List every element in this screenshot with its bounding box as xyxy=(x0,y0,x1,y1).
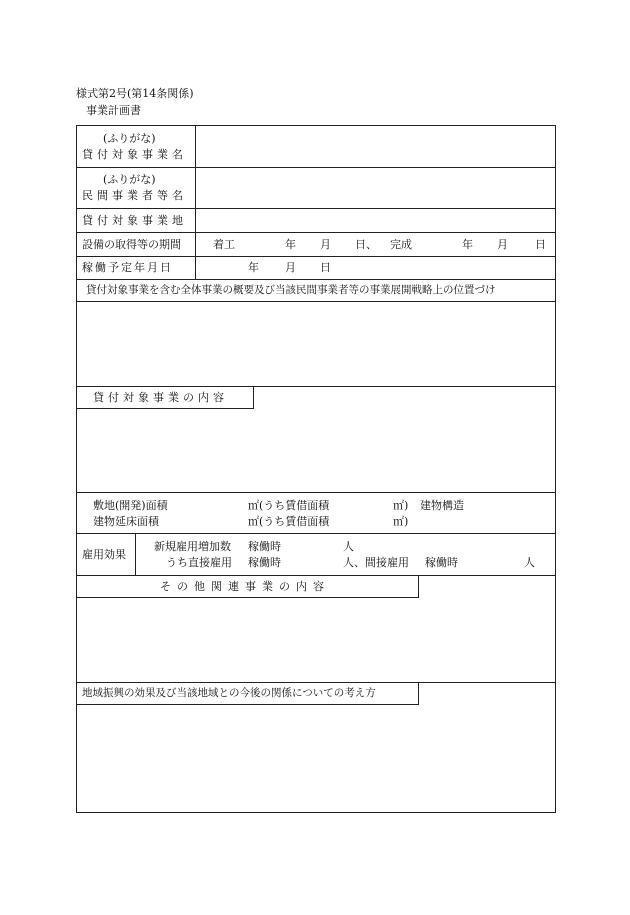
site-m2-label: ㎡(うち賃借面積 xyxy=(248,499,330,512)
regional-field[interactable] xyxy=(78,706,553,808)
other-heading: その他関連事業の内容 xyxy=(160,580,330,593)
doc-title: 事業計画書 xyxy=(86,104,141,117)
complete-month-unit: 月 xyxy=(497,238,508,251)
loan-project-name-label: 貸付対象事業名 xyxy=(82,148,187,161)
content-heading: 貸付対象事業の内容 xyxy=(93,391,228,404)
divider xyxy=(76,256,555,257)
building-structure-label: 建物構造 xyxy=(420,499,464,512)
planned-operation-label: 稼働予定年月日 xyxy=(82,261,173,274)
divider xyxy=(76,208,555,209)
start-day-unit: 日、 xyxy=(355,238,377,251)
other-field[interactable] xyxy=(78,599,553,679)
loan-project-site-label: 貸付対象事業地 xyxy=(82,214,187,227)
divider xyxy=(76,167,555,168)
private-operator-name-label: 民間事業者等名 xyxy=(82,189,187,202)
floor-m2-label: ㎡(うち賃借面積 xyxy=(248,515,330,528)
floor-area-label: 建物延床面積 xyxy=(93,515,159,528)
start-year-unit: 年 xyxy=(285,238,296,251)
new-employment-label: 新規雇用増加数 xyxy=(154,540,231,553)
overview-heading: 貸付対象事業を含む全体事業の概要及び当該民間事業者等の事業展開戦略上の位置づけ xyxy=(86,284,496,296)
overview-field[interactable] xyxy=(78,303,553,383)
operating-label: 稼働時 xyxy=(425,556,458,569)
divider xyxy=(135,533,136,575)
content-field[interactable] xyxy=(78,410,553,490)
op-day-unit: 日 xyxy=(320,261,331,274)
divider xyxy=(76,492,555,493)
operating-label: 稼働時 xyxy=(248,556,281,569)
divider xyxy=(195,125,196,279)
persons-unit: 人 xyxy=(343,540,354,553)
complete-label: 完成 xyxy=(390,238,412,251)
divider xyxy=(76,301,555,302)
complete-year-unit: 年 xyxy=(462,238,473,251)
floor-m2-close: ㎡) xyxy=(393,515,409,528)
acquisition-period-label: 設備の取得等の期間 xyxy=(82,238,181,251)
divider xyxy=(76,232,555,233)
start-label: 着工 xyxy=(213,238,235,251)
site-area-label: 敷地(開発)面積 xyxy=(93,499,168,512)
furigana-label: (ふりがな) xyxy=(103,132,156,145)
furigana-label: (ふりがな) xyxy=(103,173,156,186)
site-m2-close: ㎡) xyxy=(393,499,409,512)
regional-heading: 地域振興の効果及び当該地域との今後の関係についての考え方 xyxy=(82,687,376,699)
divider xyxy=(76,279,555,280)
divider xyxy=(76,533,555,534)
persons-unit: 人 xyxy=(524,556,535,569)
start-month-unit: 月 xyxy=(320,238,331,251)
op-month-unit: 月 xyxy=(285,261,296,274)
direct-employment-label: うち直接雇用 xyxy=(166,556,232,569)
indirect-employment-label: 人、間接雇用 xyxy=(343,556,409,569)
private-operator-name-field[interactable] xyxy=(197,169,552,206)
loan-project-name-field[interactable] xyxy=(197,127,552,165)
complete-day-unit: 日 xyxy=(535,238,546,251)
employment-label: 雇用効果 xyxy=(82,548,126,561)
op-year-unit: 年 xyxy=(248,261,259,274)
form-number: 様式第2号(第14条関係) xyxy=(76,87,194,100)
loan-project-site-field[interactable] xyxy=(197,210,552,230)
operating-label: 稼働時 xyxy=(248,540,281,553)
